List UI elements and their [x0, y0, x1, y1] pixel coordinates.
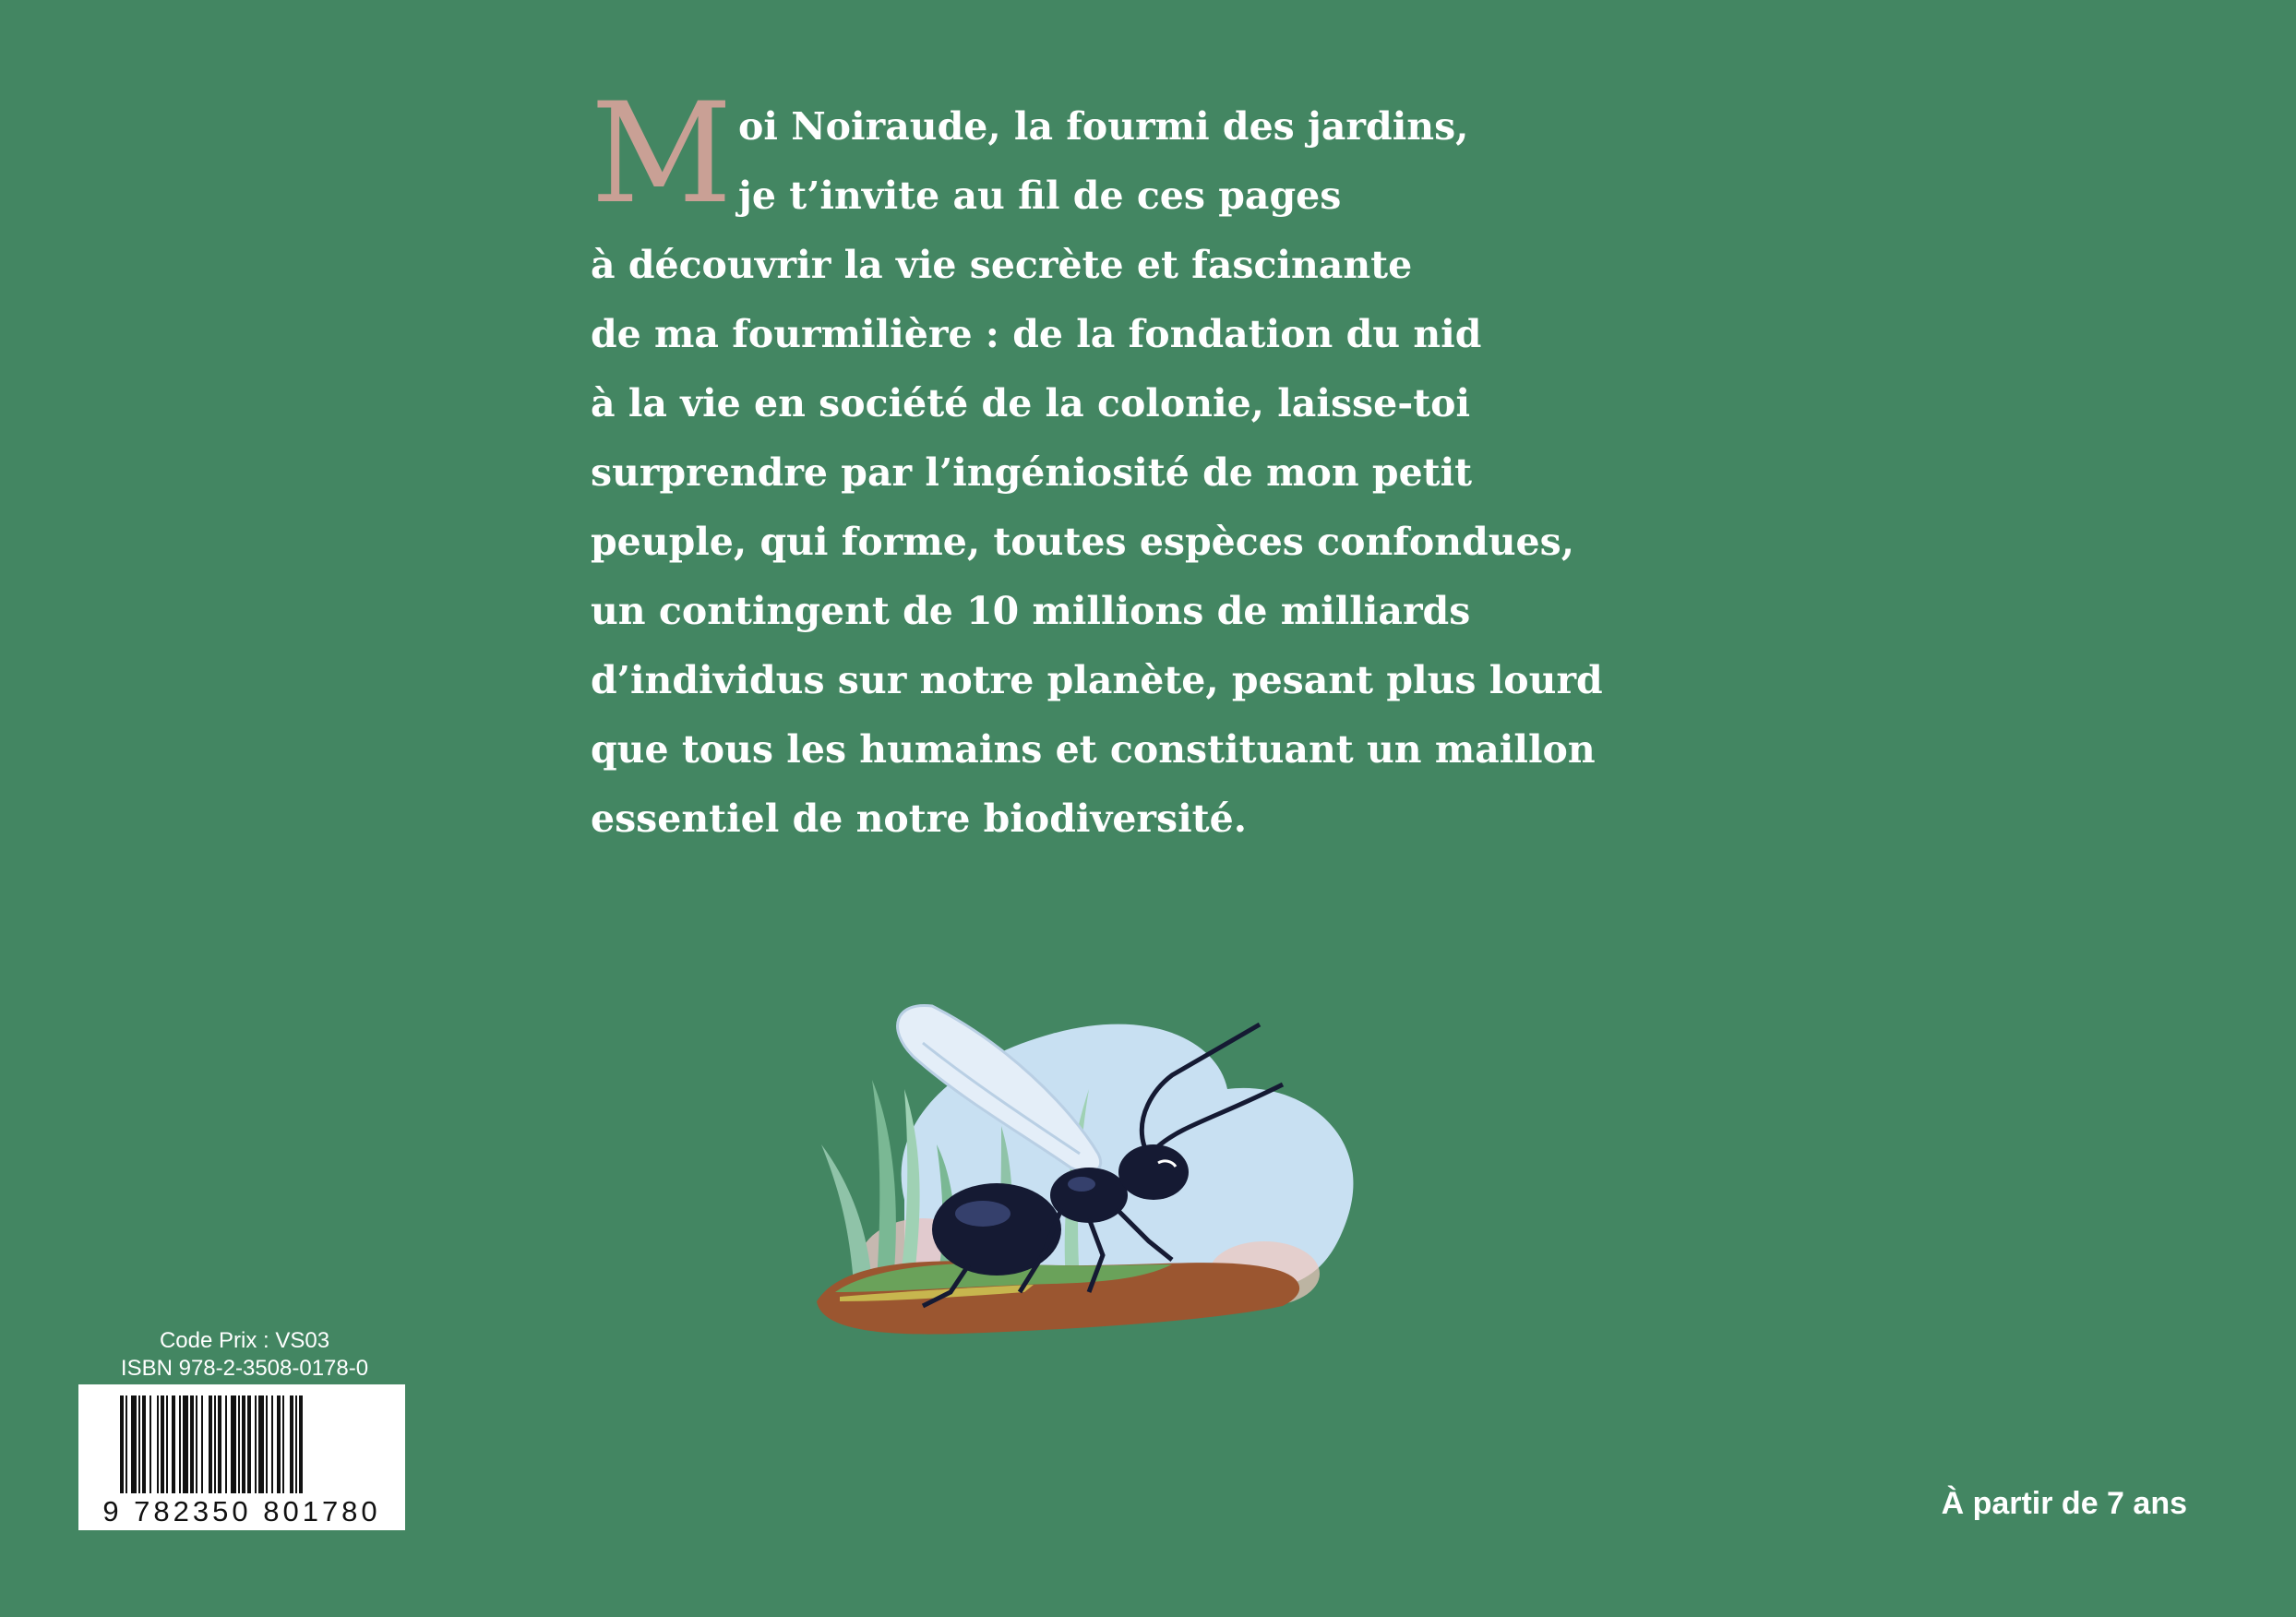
blurb-line: surprendre par l’ingéniosité de mon petit	[591, 450, 1473, 495]
barcode-bar	[218, 1395, 221, 1493]
barcode-digits: 9 782350 801780	[102, 1495, 381, 1527]
barcode-bar	[126, 1395, 127, 1493]
barcode-bar	[166, 1395, 168, 1493]
blurb-line: essentiel de notre biodiversité.	[591, 797, 1247, 841]
barcode-bar	[247, 1395, 251, 1493]
barcode	[78, 1384, 405, 1530]
barcode-bar	[138, 1395, 140, 1493]
barcode-bar	[258, 1395, 264, 1493]
barcode-bar	[214, 1395, 216, 1493]
barcode-bar	[299, 1395, 303, 1493]
barcode-bar	[183, 1395, 188, 1493]
age-recommendation: À partir de 7 ans	[1941, 1486, 2187, 1521]
barcode-bar	[142, 1395, 146, 1493]
barcode-bar	[290, 1395, 293, 1493]
barcode-bar	[179, 1395, 181, 1493]
blurb-line: que tous les humains et constituant un maillon	[591, 727, 1596, 772]
barcode-bar	[172, 1395, 175, 1493]
blurb-text	[591, 74, 1680, 854]
blurb-line: un contingent de 10 millions de milliards	[591, 589, 1471, 633]
barcode-bar	[196, 1395, 197, 1493]
winged-ant-icon	[784, 988, 1393, 1366]
barcode-bar	[277, 1395, 281, 1493]
blurb-line: de ma fourmilière : de la fondation du nid	[591, 312, 1482, 356]
blurb-line: à découvrir la vie secrète et fascinante	[591, 243, 1413, 287]
barcode-bar	[282, 1395, 284, 1493]
blurb-line: d’individus sur notre planète, pesant plus lourd	[591, 658, 1603, 702]
barcode-bar	[209, 1395, 212, 1493]
barcode-bar	[295, 1395, 297, 1493]
drop-cap: M	[591, 74, 733, 234]
barcode-bar	[120, 1395, 124, 1493]
barcode-bar	[271, 1395, 273, 1493]
barcode-bar	[157, 1395, 159, 1493]
blurb-line: je t’invite au fil de ces pages	[738, 174, 1342, 218]
barcode-bar	[242, 1395, 245, 1493]
barcode-bar	[231, 1395, 236, 1493]
barcode-bar	[201, 1395, 203, 1493]
barcode-bar	[266, 1395, 268, 1493]
isbn-number: ISBN 978-2-3508-0178-0	[120, 1356, 369, 1381]
blurb-line: à la vie en société de la colonie, laisse-toi	[591, 381, 1471, 425]
ant-illustration	[784, 988, 1393, 1366]
barcode-bar	[255, 1395, 257, 1493]
barcode-bar	[225, 1395, 227, 1493]
blurb-line: peuple, qui forme, toutes espèces confondues,	[591, 520, 1574, 564]
barcode-bar	[190, 1395, 194, 1493]
barcode-bar	[131, 1395, 137, 1493]
barcode-bar	[149, 1395, 151, 1493]
barcode-bar	[238, 1395, 240, 1493]
blurb-line: oi Noiraude, la fourmi des jardins,	[738, 104, 1469, 149]
price-code: Code Prix : VS03	[159, 1328, 330, 1353]
barcode-bar	[161, 1395, 164, 1493]
